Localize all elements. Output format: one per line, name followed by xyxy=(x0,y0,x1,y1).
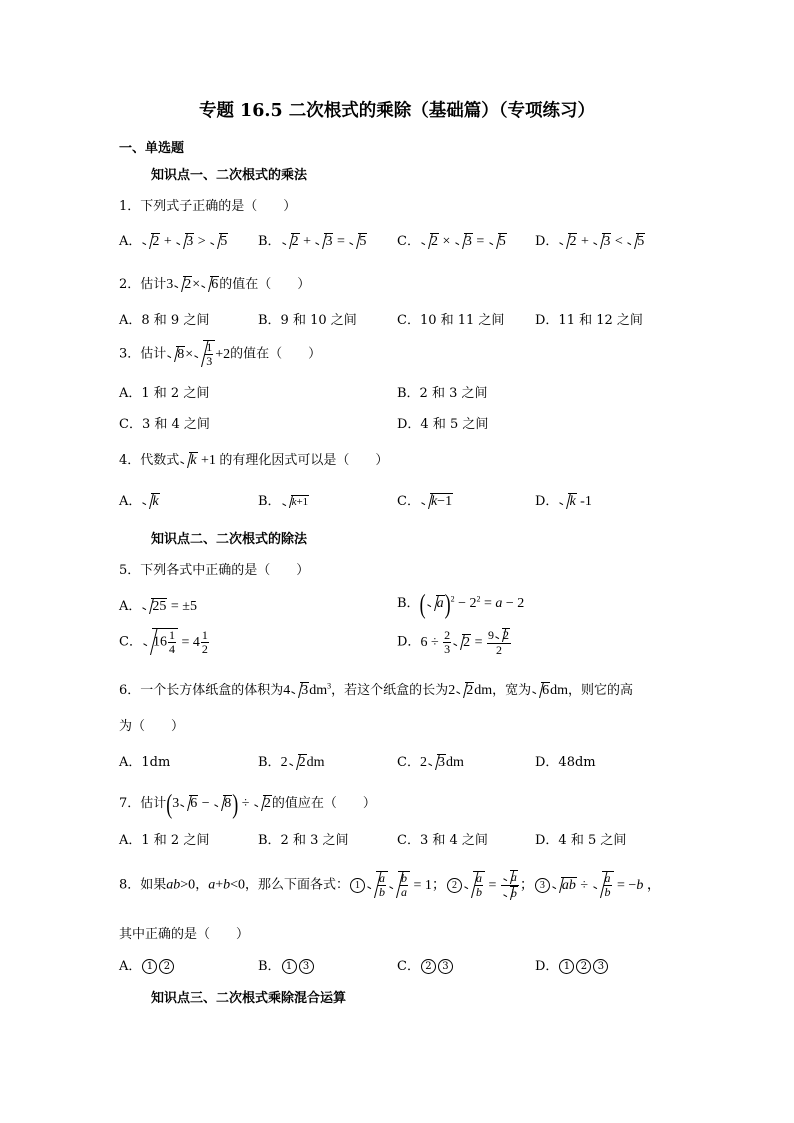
page-title: 专题 16.5 二次根式的乘除（基础篇）（专项练习） xyxy=(198,101,596,121)
question-3-option-b[interactable]: B．2 和 3 之间 xyxy=(397,386,488,401)
question-7-stem: 7．估计(3 6 − 8) ÷ 2的值应在（ ） xyxy=(119,788,376,819)
question-3-option-a[interactable]: A．1 和 2 之间 xyxy=(119,386,210,401)
question-7-option-d[interactable]: D．4 和 5 之间 xyxy=(535,833,627,848)
knowledge-point-2: 知识点二、二次根式的除法 xyxy=(151,532,308,547)
question-8-stem-line2: 其中正确的是（ ） xyxy=(119,927,250,942)
question-3-option-c[interactable]: C．3 和 4 之间 xyxy=(119,417,210,432)
question-6-option-d[interactable]: D．48dm xyxy=(535,755,596,770)
question-2-option-c[interactable]: C．10 和 11 之间 xyxy=(397,313,505,328)
section-heading: 一、单选题 xyxy=(119,141,185,156)
question-5-option-c[interactable]: C． 16 $\frac{1}{4}$ = 4 $\frac{1}{2}$ xyxy=(119,628,208,656)
question-5-option-d[interactable]: D．6 ÷ $\frac{2}{3}$ 2 = 9 2 2 xyxy=(397,627,510,657)
question-6-option-b[interactable]: B．2 2dm xyxy=(258,755,325,770)
question-1-option-a[interactable]: A． 2 + 3 > 5 xyxy=(119,234,228,249)
question-1-option-c[interactable]: C． 2 × 3 = 5 xyxy=(397,234,506,249)
question-1-option-b[interactable]: B． 2 + 3 = 5 xyxy=(258,234,367,249)
question-2-option-a[interactable]: A．8 和 9 之间 xyxy=(119,313,210,328)
question-6-option-c[interactable]: C．2 3dm xyxy=(397,755,464,770)
question-8-option-c[interactable]: C． 2 3 xyxy=(397,955,454,974)
question-2-option-d[interactable]: D．11 和 12 之间 xyxy=(535,313,643,328)
question-3-option-d[interactable]: D．4 和 5 之间 xyxy=(397,417,489,432)
question-5-option-b[interactable]: B．( $a)^2 - 2^2 = a - 2$ xyxy=(397,588,525,619)
question-6-stem-line1: 6．一个长方体纸盒的体积为4 $3dm^3$，若这个纸盒的长为2 2dm，宽为 6dm，则它的高 xyxy=(119,681,633,698)
question-7-option-c[interactable]: C．3 和 4 之间 xyxy=(397,833,488,848)
question-8-stem-line1: 8．如果ab>0，a+b<0，那么下面各式： 1 $\frac{a}{b}$ $\frac{b}{a}$ = 1； 2 $\frac{a}{b}$ = $\frac{a}{b}$ ； 3 ab ÷ $\frac{a}{b}$ = −b ， xyxy=(119,870,661,900)
question-8-option-b[interactable]: B． 1 3 xyxy=(258,955,315,974)
question-4-stem: 4．代数式 k +1 的有理化因式可以是（ ） xyxy=(119,453,389,468)
knowledge-point-3: 知识点三、二次根式乘除混合运算 xyxy=(151,991,347,1006)
question-7-option-b[interactable]: B．2 和 3 之间 xyxy=(258,833,349,848)
question-4-option-d[interactable]: D． k -1 xyxy=(535,494,592,509)
question-8-option-a[interactable]: A． 1 2 xyxy=(119,955,175,974)
question-1-option-d[interactable]: D． 2 + 3 < 5 xyxy=(535,234,645,249)
question-2-option-b[interactable]: B．9 和 10 之间 xyxy=(258,313,357,328)
question-6-option-a[interactable]: A．1dm xyxy=(119,755,171,770)
knowledge-point-1: 知识点一、二次根式的乘法 xyxy=(151,168,308,183)
question-6-stem-line2: 为（ ） xyxy=(119,719,185,734)
question-3-stem: 3．估计 8× $\frac{1}{3}$ +2的值在（ ） xyxy=(119,340,322,368)
question-8-option-d[interactable]: D． 1 2 3 xyxy=(535,955,609,974)
question-7-option-a[interactable]: A．1 和 2 之间 xyxy=(119,833,210,848)
question-4-option-a[interactable]: A． k xyxy=(119,494,159,509)
question-2-stem: 2．估计3 2× 6的值在（ ） xyxy=(119,277,311,292)
question-1-stem: 1．下列式子正确的是（ ） xyxy=(119,199,297,214)
question-4-option-b[interactable]: B． k+1 xyxy=(258,494,309,509)
question-5-stem: 5．下列各式中正确的是（ ） xyxy=(119,563,310,578)
question-5-option-a[interactable]: A． 25 = ±5 xyxy=(119,599,197,614)
question-4-option-c[interactable]: C． k−1 xyxy=(397,494,453,509)
